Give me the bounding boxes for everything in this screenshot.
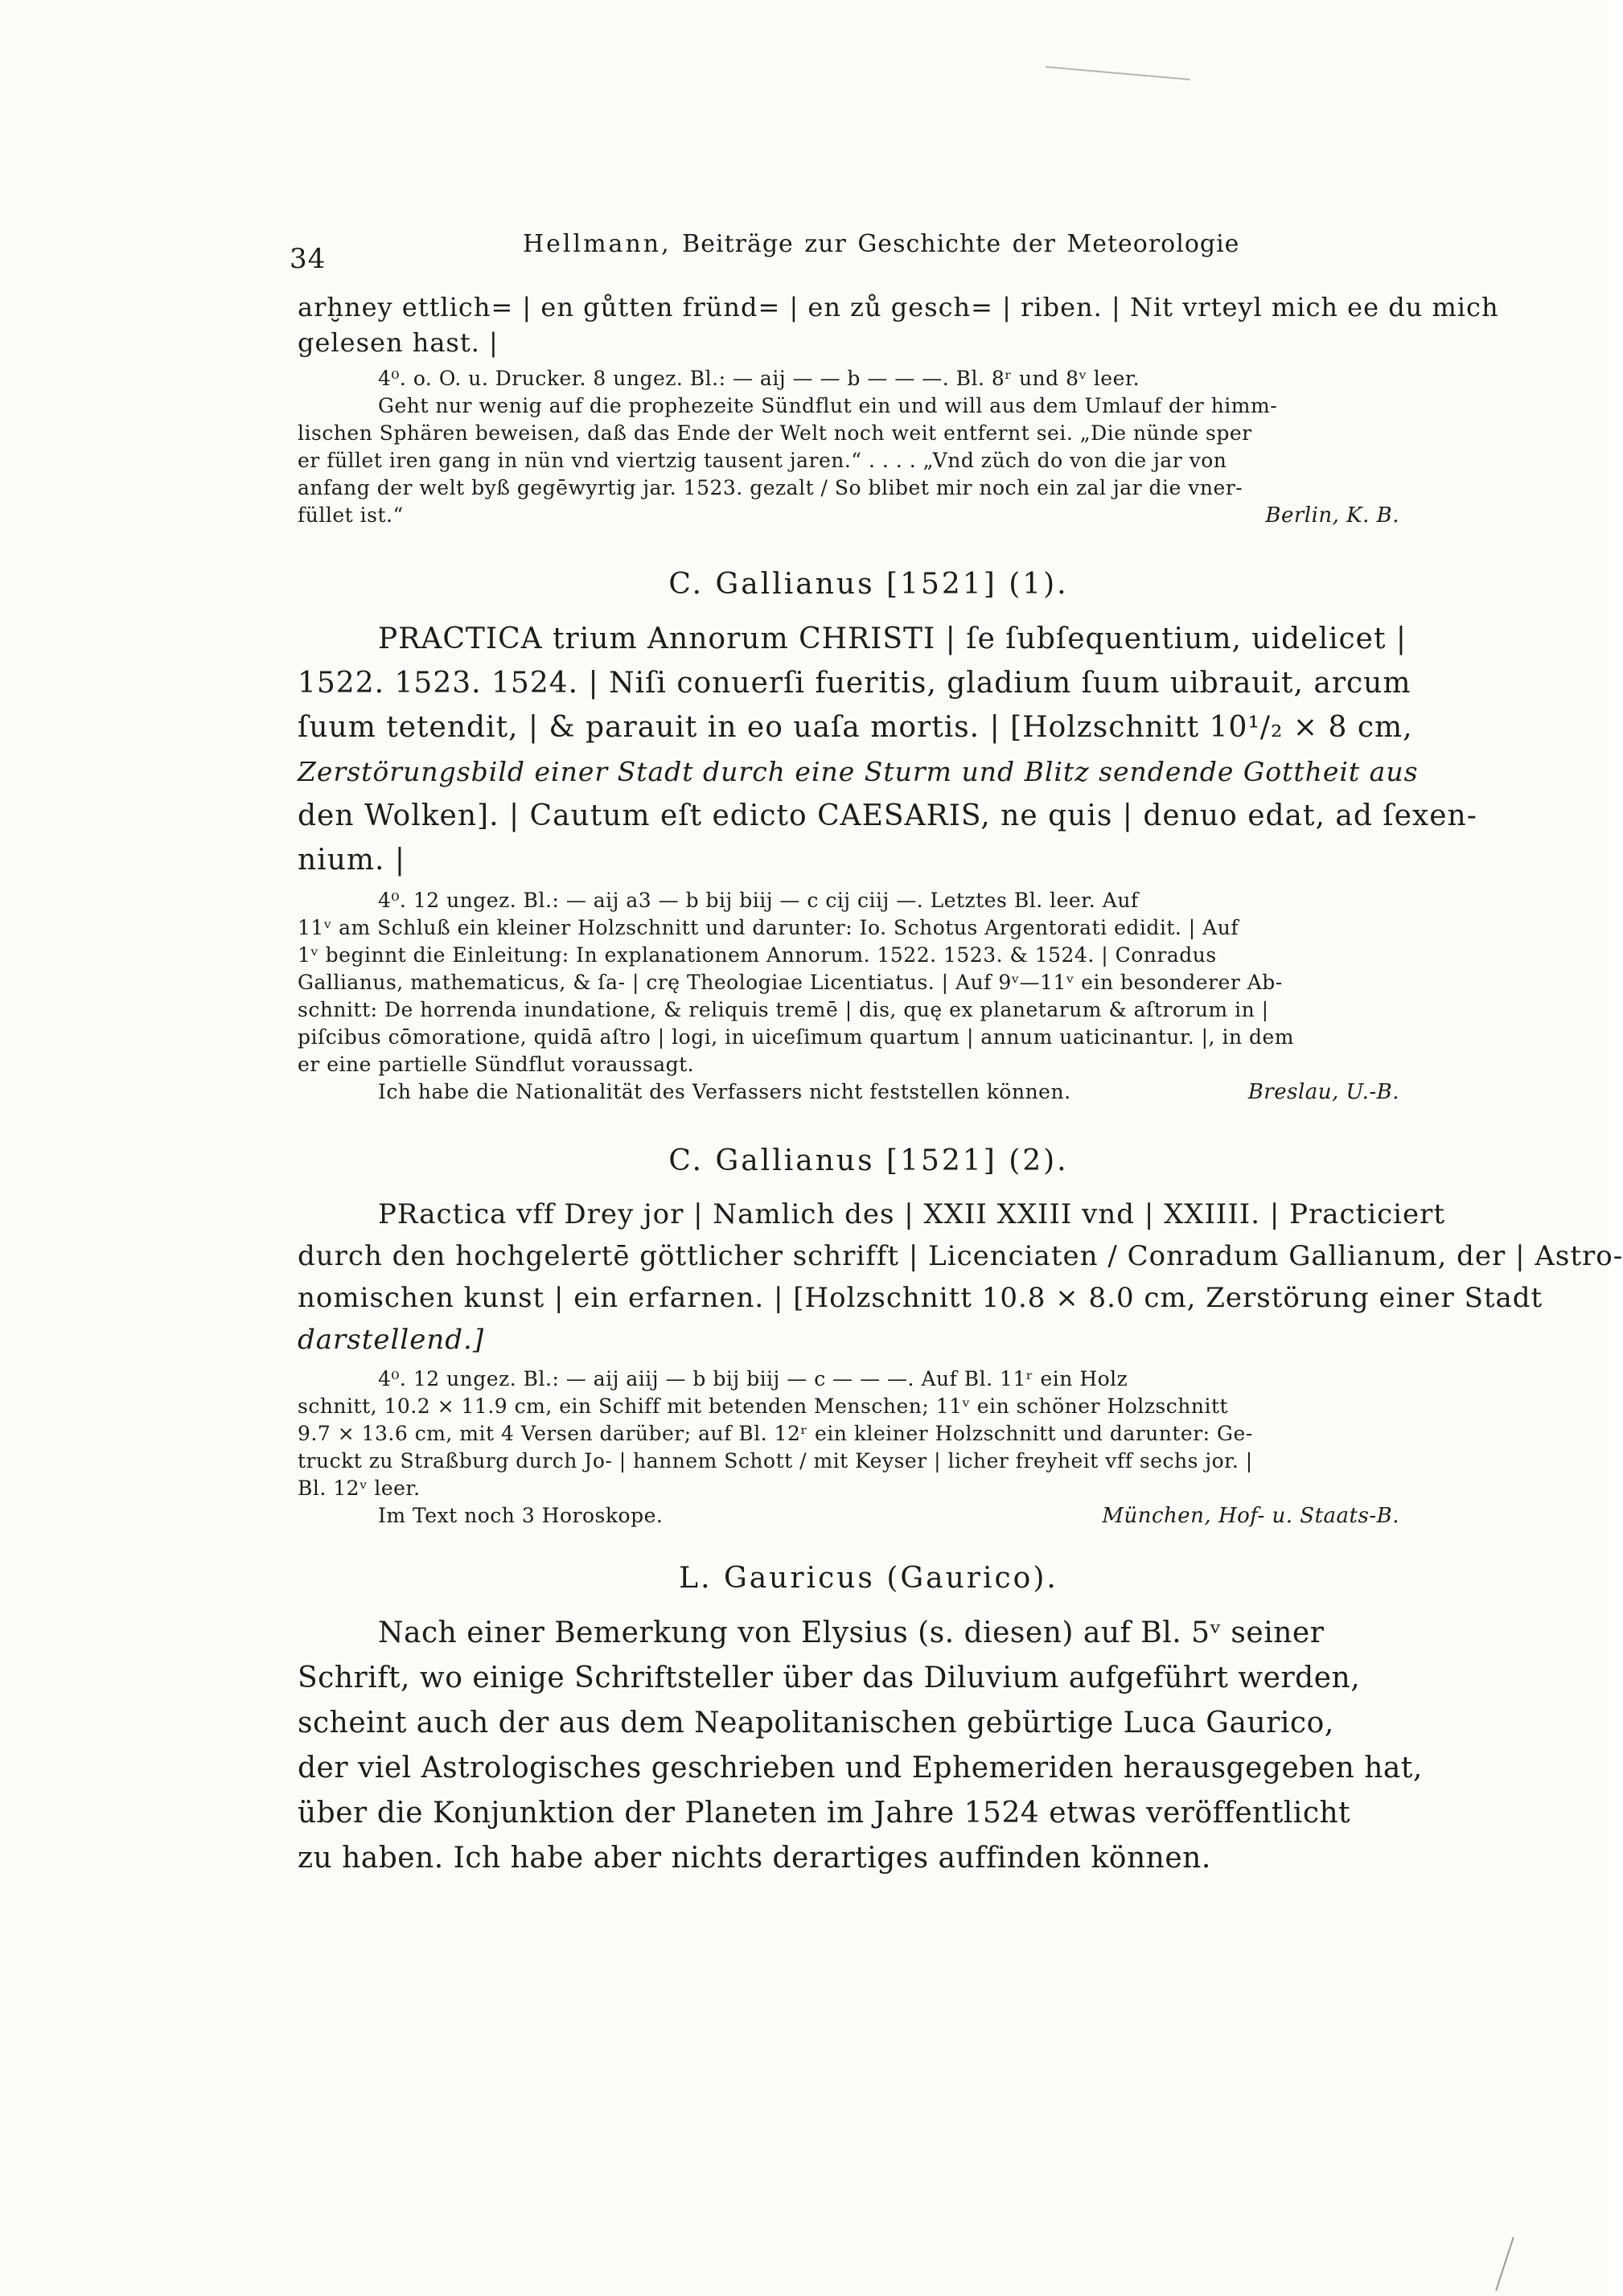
note-text: Ich habe die Nationalität des Verfassers nicht feststellen können.: [378, 1080, 1071, 1103]
note-text: Im Text noch 3 Horoskope.: [378, 1504, 664, 1527]
note-line: [298, 1502, 1440, 1530]
title-line: 1522. 1523. 1524. | Niſi conuerſi fueritis, gladium ſuum uibrauit, arcum: [298, 667, 1411, 700]
pencil-mark: [1046, 66, 1190, 80]
note-line: piſcibus cōmoratione, quidā aſtro | logi, in uiceſimum quartum | annum uaticinantur. |, in dem: [298, 1025, 1294, 1049]
note-line: 11ᵛ am Schluß ein kleiner Holzschnitt und darunter: Io. Schotus Argentorati edidit. | Auf: [298, 916, 1239, 939]
running-head-author: Hellmann,: [523, 230, 672, 258]
note-line: er füllet iren gang in nün vnd viertzig tausent jaren.“ . . . . „Vnd züch do von die jar von: [298, 449, 1227, 472]
paragraph-line: zu haben. Ich habe aber nichts derartiges auffinden können.: [298, 1842, 1211, 1875]
note-line: truckt zu Straßburg durch Jo- | hannem Schott / mit Keyser | licher freyheit vff sechs jor. |: [298, 1449, 1253, 1472]
entry-notes: [298, 887, 1440, 1106]
blackletter-line: durch den hochgelertē göttlicher schrifft | Licenciaten / Conradum Gallianum, der | Astro-: [298, 1240, 1623, 1272]
paragraph-line: scheint auch der aus dem Neapolitanischen gebürtige Luca Gaurico,: [298, 1707, 1334, 1739]
paragraph-line: Schrift, wo einige Schriftsteller über das Diluvium aufgeführt werden,: [298, 1661, 1361, 1694]
pencil-mark: [1495, 2236, 1514, 2290]
title-line: PRACTICA trium Annorum CHRISTI | ſe ſubſequentium, uidelicet |: [378, 622, 1407, 655]
library-location: Breslau, U.-B.: [1247, 1080, 1399, 1104]
page-body: [298, 290, 1623, 1881]
note-line: Geht nur wenig auf die prophezeite Sündflut ein und will aus dem Umlauf der himm-: [378, 394, 1278, 417]
note-line: schnitt: De horrenda inundatione, & reliquis tremē | dis, quę ex planetarum & aſtrorum in |: [298, 998, 1269, 1021]
note-line: [298, 1078, 1440, 1106]
title-line: Zerstörungsbild einer Stadt durch eine Sturm und Blitz sendende Gottheit aus: [298, 756, 1419, 787]
note-line: 4⁰. 12 ungez. Bl.: — aij a3 — b bij biij — c cij ciij —. Letztes Bl. leer. Auf: [378, 889, 1139, 912]
running-title: [523, 230, 1239, 258]
entry-gallianus-2: [298, 1144, 1623, 1530]
note-line: schnitt, 10.2 × 11.9 cm, ein Schiff mit betenden Menschen; 11ᵛ ein schöner Holzschnitt: [298, 1394, 1229, 1418]
title-line: den Wolken]. | Cautum eſt edicto CAESARIS, ne quis | denuo edat, ad ſexen-: [298, 799, 1477, 832]
library-location: Berlin, K. B.: [1265, 503, 1399, 528]
running-head: [290, 230, 1480, 275]
note-line: lischen Sphären beweisen, daß das Ende der Welt noch weit entfernt sei. „Die nünde sper: [298, 421, 1252, 445]
intro-section: [298, 290, 1499, 529]
blackletter-line: gelesen hast. |: [298, 327, 499, 358]
entry-notes: [298, 1366, 1440, 1530]
library-location: München, Hof- u. Staats-B.: [1102, 1504, 1399, 1528]
title-line: nium. |: [298, 844, 406, 877]
note-text: füllet ist.“: [298, 503, 404, 527]
note-line: Gallianus, mathematicus, & ſa- | crę Theologiae Licentiatus. | Auf 9ᵛ—11ᵛ ein besonderer Ab-: [298, 971, 1283, 994]
page-number: 34: [290, 243, 327, 275]
note-line: 9.7 × 13.6 cm, mit 4 Versen darüber; auf Bl. 12ʳ ein kleiner Holzschnitt und darunter: Ge-: [298, 1422, 1253, 1445]
blackletter-line: nomischen kunst | ein erfarnen. | [Holzschnitt 10.8 × 8.0 cm, Zerstörung einer Stadt: [298, 1282, 1543, 1314]
note-line: 4⁰. o. O. u. Drucker. 8 ungez. Bl.: — aij — — b — — —. Bl. 8ʳ und 8ᵛ leer.: [378, 367, 1140, 390]
note-line: anfang der welt byß gegēwyrtig jar. 1523. gezalt / So blibet mir noch ein zal jar die vner-: [298, 476, 1243, 499]
entry-heading: C. Gallianus [1521] (2).: [668, 1144, 1069, 1177]
blackletter-line: arḫney ettlich= | en gůtten fründ= | en zů gesch= | riben. | Nit vrteyl mich ee du mich: [298, 292, 1499, 322]
entry-gallianus-1: [298, 568, 1477, 1106]
title-line: ſuum tetendit, | & parauit in eo uaſa mortis. | [Holzschnitt 10¹/₂ × 8 cm,: [298, 711, 1413, 744]
entry-heading: L. Gauricus (Gaurico).: [679, 1562, 1058, 1595]
running-head-title: Beiträge zur Geschichte der Meteorologie: [682, 230, 1240, 258]
note-line: 4⁰. 12 ungez. Bl.: — aij aiij — b bij biij — c — — —. Auf Bl. 11ʳ ein Holz: [378, 1367, 1128, 1390]
paragraph-line: Nach einer Bemerkung von Elysius (s. diesen) auf Bl. 5ᵛ seiner: [378, 1616, 1325, 1649]
note-line: er eine partielle Sündflut voraussagt.: [298, 1053, 695, 1076]
blackletter-line: PRactica vff Drey jor | Namlich des | XXII XXIII vnd | XXIIII. | Practiciert: [378, 1198, 1446, 1230]
note-line: 1ᵛ beginnt die Einleitung: In explanationem Annorum. 1522. 1523. & 1524. | Conradus: [298, 943, 1217, 967]
paragraph-line: der viel Astrologisches geschrieben und Ephemeriden herausgegeben hat,: [298, 1752, 1423, 1785]
intro-notes: [298, 365, 1440, 529]
note-line: [298, 502, 1440, 529]
note-line: Bl. 12ᵛ leer.: [298, 1477, 421, 1500]
paragraph-line: über die Konjunktion der Planeten im Jahre 1524 etwas veröffentlicht: [298, 1797, 1351, 1830]
entry-gauricus: [298, 1562, 1440, 1881]
blackletter-line: darstellend.]: [298, 1324, 485, 1356]
entry-heading: C. Gallianus [1521] (1).: [668, 568, 1069, 601]
